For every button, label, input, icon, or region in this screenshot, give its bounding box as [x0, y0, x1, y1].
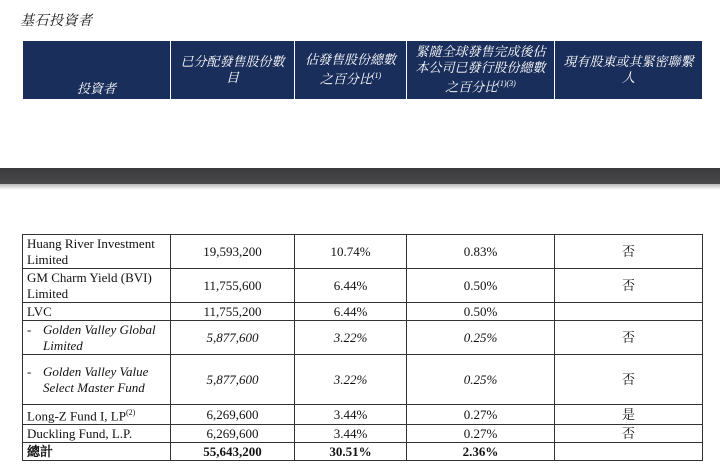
investor-name: Golden Valley Value Select Master Fund [43, 363, 149, 395]
total-row [23, 443, 703, 461]
page-break-bar [0, 168, 720, 184]
connected-flag: 否 [555, 235, 703, 269]
table-row [23, 235, 703, 269]
table-header [22, 40, 703, 100]
investor-name: Huang River Investment Limited [23, 235, 171, 269]
pct-offer: 3.22% [295, 321, 407, 355]
table-row [23, 269, 703, 303]
pct-offer: 3.44% [295, 425, 407, 443]
pct-offer: 3.22% [295, 355, 407, 405]
total-label: 總計 [23, 443, 171, 461]
investor-name: Golden Valley Global Limited [43, 321, 156, 353]
investor-name: GM Charm Yield (BVI) Limited [23, 269, 171, 303]
table-row [23, 425, 703, 443]
header-pct-offer [295, 41, 407, 100]
pct-issued: 0.25% [407, 321, 555, 355]
investor-name: Long-Z Fund I, LP [27, 408, 126, 424]
pct-issued: 0.27% [407, 425, 555, 443]
allocated-shares: 6,269,600 [171, 425, 295, 443]
header-allocated-shares: 已分配發售股份數目 [171, 41, 295, 100]
total-pct-offer: 30.51% [295, 443, 407, 461]
connected-flag: 否 [555, 269, 703, 303]
table-row [23, 355, 703, 405]
pct-offer: 6.44% [295, 269, 407, 303]
allocated-shares: 5,877,600 [171, 355, 295, 405]
connected-flag: 是 [555, 405, 703, 425]
investor-name-cell [23, 321, 171, 355]
header-pct-issued-text: 緊隨全球發售完成後佔本公司已發行股份總數之百分比 [415, 44, 546, 95]
allocated-shares: 6,269,600 [171, 405, 295, 425]
header-investor: 投資者 [23, 41, 171, 100]
sub-item-dash: - [27, 321, 32, 337]
allocated-shares: 11,755,200 [171, 303, 295, 321]
pct-issued: 0.25% [407, 355, 555, 405]
sub-item-dash: - [27, 363, 32, 379]
page-break-shadow [0, 184, 720, 190]
header-connected: 現有股東或其緊密聯繫人 [555, 41, 703, 100]
pct-issued: 0.50% [407, 303, 555, 321]
pct-issued: 0.50% [407, 269, 555, 303]
total-connected-empty [555, 443, 703, 461]
total-pct-issued: 2.36% [407, 443, 555, 461]
pct-offer: 10.74% [295, 235, 407, 269]
connected-flag: 否 [555, 425, 703, 443]
footnote-marker: (2) [125, 408, 136, 417]
section-title: 基石投資者 [20, 14, 93, 29]
investor-name-cell [23, 405, 171, 425]
header-pct-offer-text: 佔發售股份總數之百分比 [304, 52, 396, 87]
connected-flag: 否 [555, 355, 703, 405]
table-row [23, 303, 703, 321]
header-pct-issued [407, 41, 555, 100]
connected-flag: 否 [555, 321, 703, 355]
footnote-marker: (1)(3) [497, 79, 516, 89]
investor-name-cell [23, 355, 171, 405]
investor-name: Duckling Fund, L.P. [23, 425, 171, 443]
total-shares: 55,643,200 [171, 443, 295, 461]
table-row [23, 405, 703, 425]
footnote-marker: (1) [371, 71, 382, 81]
allocated-shares: 11,755,600 [171, 269, 295, 303]
investor-name: LVC [23, 303, 171, 321]
pct-offer: 3.44% [295, 405, 407, 425]
allocated-shares: 5,877,600 [171, 321, 295, 355]
pct-offer: 6.44% [295, 303, 407, 321]
allocated-shares: 19,593,200 [171, 235, 295, 269]
investor-table [22, 234, 703, 461]
connected-flag [555, 303, 703, 321]
table-row [23, 321, 703, 355]
pct-issued: 0.83% [407, 235, 555, 269]
pct-issued: 0.27% [407, 405, 555, 425]
